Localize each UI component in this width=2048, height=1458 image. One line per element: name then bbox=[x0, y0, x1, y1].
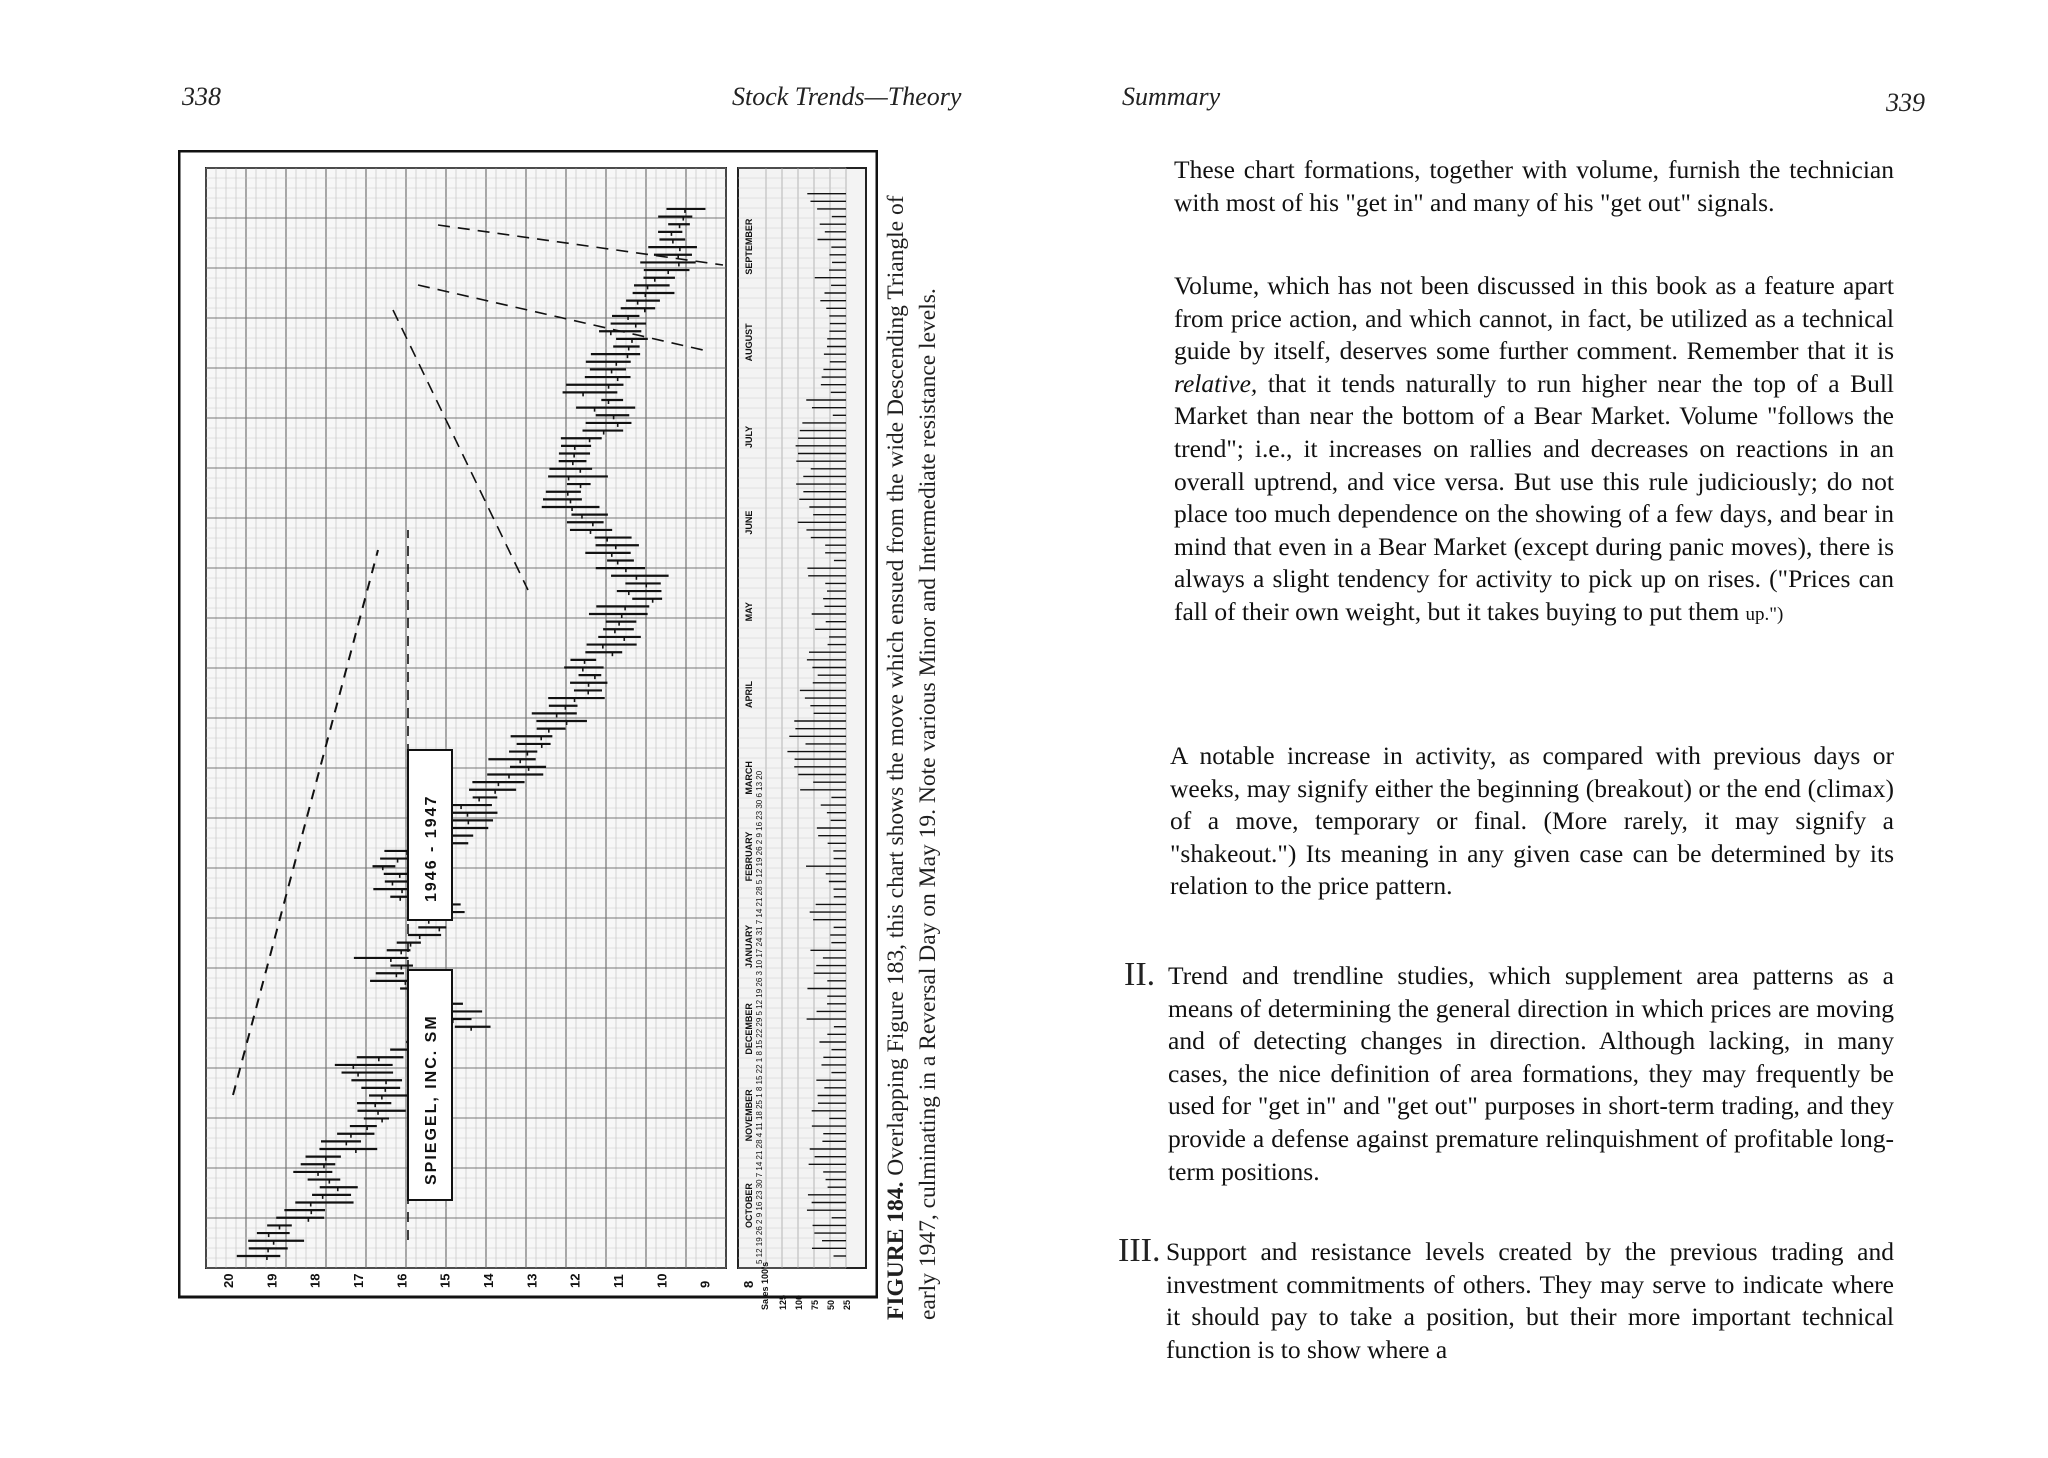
month-label: JUNE bbox=[744, 510, 754, 535]
week-dates: 5 12 19 26 2 9 16 23 30 7 14 21 28 4 11 18 25 1 8 15 22 1 8 15 22 29 5 12 19 26 3 10 17 24 31 7 14 21 28 5 12 19 26 2 9 16 23 30 6 13 20 bbox=[755, 770, 764, 1264]
month-label: MAY bbox=[744, 602, 754, 622]
numeral-iii: III. bbox=[1118, 1232, 1161, 1269]
date-box bbox=[408, 750, 452, 920]
page-number-right: 339 bbox=[1886, 88, 1925, 117]
volume-axis-title: Sales 100's bbox=[760, 1261, 770, 1310]
price-tick-label: 12 bbox=[567, 1273, 583, 1288]
title-box bbox=[408, 970, 452, 1200]
paragraph-trendline: Trend and trendline studies, which supplement area patterns as a means of determining the general direction in which prices are moving and of detecting changes in direction. Although lacking, in many cases, the nice definition of area formations, they may frequently be used for "get in" and "get out" purposes in short-term trading, and they provide a defense against premature relinquishment of profitable long-term positions. bbox=[1168, 961, 1894, 1186]
p2-part-c: up.") bbox=[1745, 603, 1784, 625]
price-tick-label: 8 bbox=[741, 1280, 756, 1288]
month-label: DECEMBER bbox=[744, 1003, 754, 1055]
price-tick-label: 19 bbox=[264, 1273, 280, 1288]
paragraph-activity: A notable increase in activity, as compared with previous days or weeks, may signify either the beginning (breakout) or the end (climax) of a move, temporary or final. (More rarely, it may signify a "shakeout.") Its meaning in any given case can be determined by its relation to the price pattern. bbox=[1170, 741, 1894, 901]
figure-caption bbox=[880, 150, 976, 1320]
price-tick-label: 10 bbox=[654, 1273, 670, 1288]
page-number-left: 338 bbox=[182, 82, 221, 111]
spiegel-chart bbox=[178, 150, 878, 1320]
month-label: APRIL bbox=[744, 681, 754, 708]
price-tick-label: 11 bbox=[611, 1274, 626, 1288]
p2-part-b: that it tends naturally to run higher near the top of a Bull Market than near the bottom of a Bear Market. Volume "follows the trend"; i.e., it increases on rallies and decreases on reactions in an overall uptrend, and vice versa. But use this rule judiciously; do not place too much dependence on the showing of a few days, and bear in mind that even in a Bear Market (except during panic moves), there is always a slight tendency for activity to pick up on rises. ("Prices can fall of their own weight, but it takes buying to put them bbox=[1174, 368, 1894, 626]
month-label: SEPTEMBER bbox=[744, 218, 754, 275]
month-label: FEBRUARY bbox=[744, 831, 754, 882]
price-tick-label: 9 bbox=[697, 1280, 713, 1288]
price-tick-label: 13 bbox=[524, 1273, 540, 1288]
volume-tick-label: 100 bbox=[794, 1294, 804, 1310]
volume-panel bbox=[738, 168, 866, 1268]
caption-label: FIGURE 184. bbox=[883, 1181, 909, 1320]
month-label: MARCH bbox=[744, 761, 754, 795]
month-label: AUGUST bbox=[744, 323, 754, 362]
p2-part-a: Volume, which has not been discussed in this book as a feature apart from price action, and which cannot, in fact, be utilized as a technical guide by itself, deserves some further comment. Remember that it is bbox=[1174, 271, 1894, 366]
price-tick-label: 16 bbox=[394, 1273, 410, 1288]
right-page bbox=[1024, 0, 2048, 1458]
month-label: JANUARY bbox=[744, 924, 754, 968]
paragraph-support-resistance: Support and resistance levels created by the previous trading and investment commitments of others. They may serve to indicate where it should pay to take a position, but their more important technical function is to show where a bbox=[1166, 1237, 1894, 1364]
volume-tick-label: 75 bbox=[810, 1299, 820, 1310]
price-tick-label: 15 bbox=[437, 1273, 453, 1288]
volume-tick-label: 25 bbox=[842, 1299, 852, 1310]
paragraph-volume bbox=[1174, 270, 1894, 632]
volume-tick-label: 125 bbox=[778, 1294, 788, 1310]
price-tick-label: 17 bbox=[351, 1273, 366, 1288]
price-panel bbox=[206, 168, 726, 1268]
price-tick-label: 18 bbox=[307, 1273, 323, 1288]
price-tick-label: 20 bbox=[221, 1273, 236, 1288]
numeral-ii: II. bbox=[1124, 956, 1156, 993]
chart-title: SPIEGEL, INC. SM bbox=[423, 1014, 440, 1185]
caption-text: Overlapping Figure 183, this chart shows the move which ensued from the wide Descending Triangle of early 1947, culminating in a Reversal Day on May 19. Note various Minor and Intermediate resistance levels. bbox=[883, 195, 941, 1320]
paragraph-chart-formations: These chart formations, together with volume, furnish the technician with most of his "get in" and many of his "get out" signals. bbox=[1174, 155, 1894, 217]
chart-subtitle: 1946 - 1947 bbox=[423, 794, 440, 902]
price-tick-label: 14 bbox=[481, 1273, 496, 1288]
volume-tick-label: 50 bbox=[826, 1299, 836, 1310]
running-head-right: Summary bbox=[1122, 82, 1221, 111]
running-head-left: Stock Trends—Theory bbox=[732, 82, 962, 111]
month-label: JULY bbox=[744, 425, 754, 448]
month-label: NOVEMBER bbox=[744, 1089, 754, 1142]
p2-emphasis: relative, bbox=[1174, 368, 1258, 398]
month-label: OCTOBER bbox=[744, 1183, 754, 1228]
